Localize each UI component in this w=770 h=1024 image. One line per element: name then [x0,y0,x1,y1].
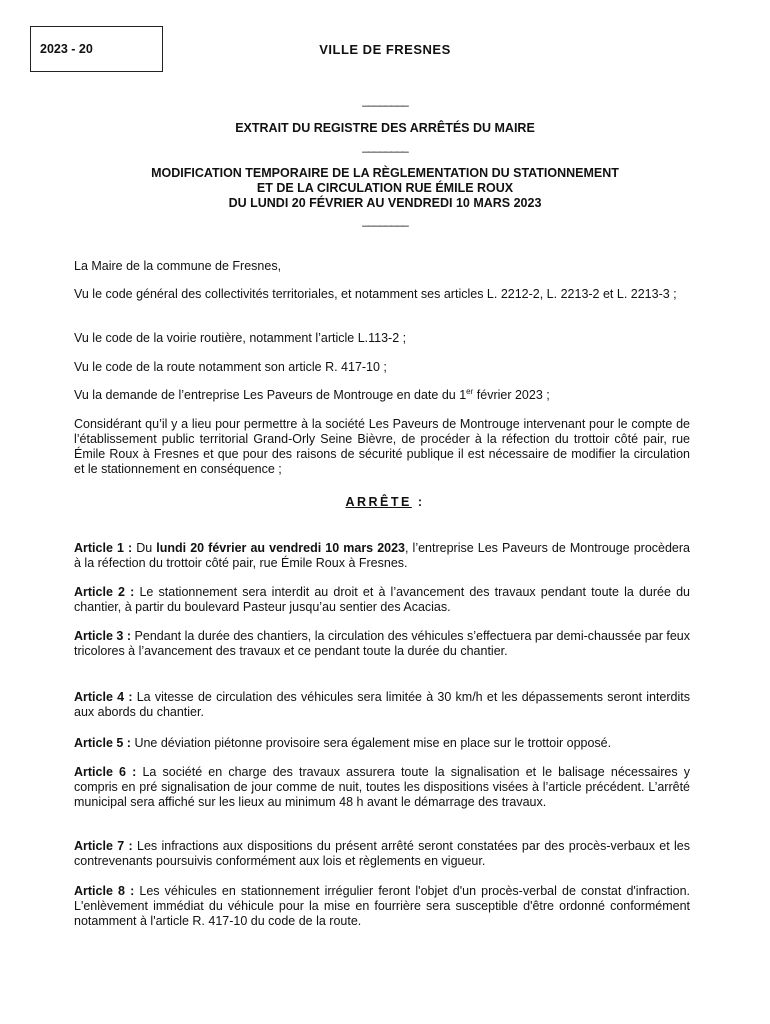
article-label: Article 8 : [74,884,135,898]
separator-line: ________ [362,139,408,153]
article-label: Article 7 : [74,839,133,853]
decree-title [0,166,770,211]
article-2 [74,585,690,615]
reference-number: 2023 - 20 [40,42,93,56]
mayor-intro: La Maire de la commune de Fresnes, [74,259,282,273]
article-8 [74,884,690,929]
decree-word: ARRÊTE [345,495,412,509]
article-text: La vitesse de circulation des véhicules sera limitée à 30 km/h et les dépassements seront interdits aux abords du chantier. [74,690,690,719]
article-7 [74,839,690,869]
separator-line: ________ [362,213,408,227]
article-text: , l’entreprise Les Paveurs de Montrouge procèdera à la réfection du trottoir côté pair, rue Émile Roux à Fresnes. [74,541,690,570]
legal-basis-2: Vu le code de la voirie routière, notamment l’article L.113-2 ; [74,331,407,345]
article-1 [74,541,690,571]
article-text: Pendant la durée des chantiers, la circulation des véhicules s’effectuera par demi-chaussée par feux tricolores à l’avancement des travaux et ce pendant toute la durée du chantier. [74,629,690,658]
article-text: Une déviation piétonne provisoire sera également mise en place sur le trottoir opposé. [130,736,612,750]
legal-basis-4-text: Vu la demande de l’entreprise Les Paveurs de Montrouge en date du 1 [74,388,467,402]
legal-basis-4 [74,388,690,403]
city-name: VILLE DE FRESNES [319,42,451,57]
legal-basis-4-text-end: février 2023 ; [473,388,550,402]
decree-heading [0,495,770,509]
register-title: EXTRAIT DU REGISTRE DES ARRÊTÉS DU MAIRE [235,121,535,135]
decree-title-line: ET DE LA CIRCULATION RUE ÉMILE ROUX [256,181,514,195]
article-3 [74,629,690,659]
decree-title-line: DU LUNDI 20 FÉVRIER AU VENDREDI 10 MARS 2023 [228,196,542,210]
article-text: Le stationnement sera interdit au droit et à l’avancement des travaux pendant toute la durée du chantier, à partir du boulevard Pasteur jusqu’au sentier des Acacias. [74,585,690,614]
legal-basis-1: Vu le code général des collectivités territoriales, et notamment ses articles L. 2212-2, L. 2213-2 et L. 2213-3 ; [74,287,677,301]
article-label: Article 6 : [74,765,137,779]
article-text: Les infractions aux dispositions du présent arrêté seront constatées par des procès-verbaux et les contrevenants poursuivis conformément aux lois et règlements en vigueur. [74,839,691,868]
article-label: Article 2 : [74,585,135,599]
article-6 [74,765,690,810]
decree-colon: : [411,495,425,509]
article-label: Article 3 : [74,629,132,643]
legal-basis-3: Vu le code de la route notamment son article R. 417-10 ; [74,360,387,374]
article-4 [74,690,690,720]
considering-paragraph: Considérant qu’il y a lieu pour permettre à la société Les Paveurs de Montrouge intervenant pour le compte de l’établissement public territorial Grand-Orly Seine Bièvre, de procéder à la réfection du trottoir côté pair, rue Émile Roux à Fresnes et que pour des raisons de sécurité publique il est nécessaire de modifier la circulation et le stationnement en conséquence ; [74,417,690,476]
article-text: La société en charge des travaux assurera toute la signalisation et le balisage nécessaires y compris en pré signalisation de jour comme de nuit, toutes les dispositions visées à l’article précédent. L’arrêté municipal sera affiché sur les lieux au minimum 48 h avant le démarrage des travaux. [74,765,690,809]
article-label: Article 4 : [74,690,133,704]
separator-line: ________ [362,93,408,107]
article-text: Du [132,541,157,555]
article-text: Les véhicules en stationnement irrégulier feront l'objet d'un procès-verbal de constat d'infraction. L'enlèvement immédiat du véhicule pour la mise en fourrière sera susceptible d'être ordonné conformément notamment à l'article R. 417-10 du code de la route. [74,884,690,928]
ordinal-suffix: er [466,386,474,396]
article-date-range: lundi 20 février au vendredi 10 mars 2023 [156,541,406,555]
article-label: Article 5 : [74,736,131,750]
decree-title-line: MODIFICATION TEMPORAIRE DE LA RÈGLEMENTATION DU STATIONNEMENT [151,166,619,180]
article-5 [74,736,690,751]
article-label: Article 1 : [74,541,133,555]
